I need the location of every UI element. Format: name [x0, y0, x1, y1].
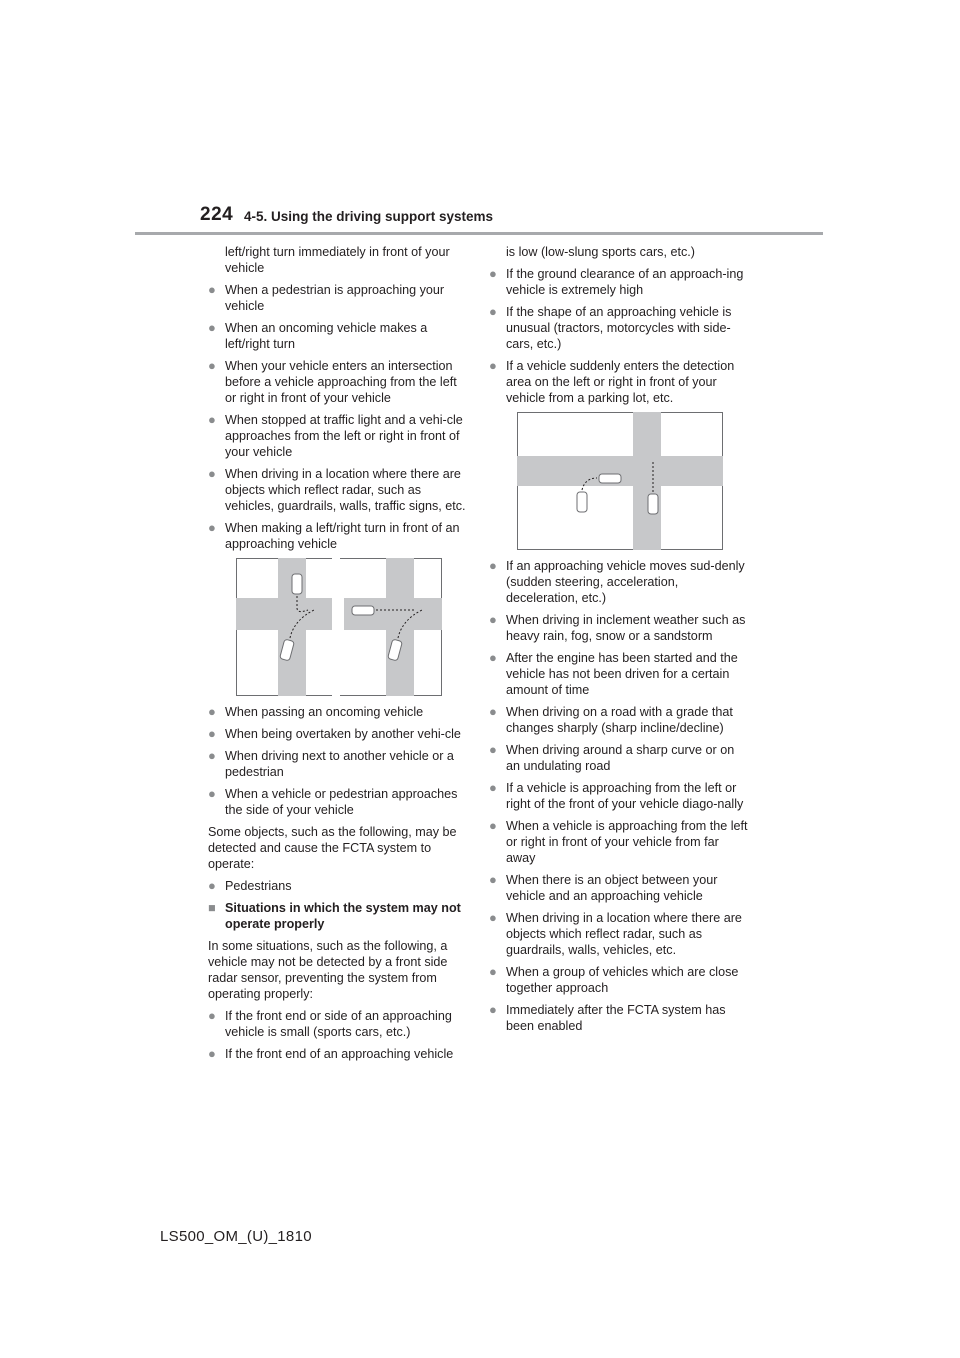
list-item: ● When a vehicle or pedestrian approaches the side of your vehicle — [208, 786, 458, 817]
list-item: ● If the ground clearance of an approach-ing vehicle is extremely high — [489, 266, 744, 297]
bullet-icon: ● — [208, 1046, 216, 1061]
list-item: ● If the front end of an approaching vehicle — [208, 1046, 454, 1061]
body-paragraph: In some situations, such as the following, a vehicle may not be detected by a front side radar sensor, preventing the system from operating properly: — [208, 939, 448, 1001]
bullet-icon: ● — [208, 320, 216, 335]
list-item: ● If the front end or side of an approaching vehicle is small (sports cars, etc.) — [208, 1008, 452, 1039]
list-item: ● When driving around a sharp curve or on an undulating road — [489, 742, 735, 773]
car-icon — [352, 606, 374, 615]
left-column — [208, 244, 470, 1068]
bullet-icon: ● — [489, 780, 497, 795]
list-item: ● When a pedestrian is approaching your vehicle — [208, 282, 445, 313]
bullet-icon: ● — [208, 726, 216, 741]
bullet-icon: ● — [208, 704, 216, 719]
bullet-icon: ● — [489, 358, 497, 373]
bullet-icon: ● — [489, 558, 497, 573]
car-icon — [648, 494, 658, 514]
left-turn-illustration — [236, 558, 470, 696]
section-title: 4-5. Using the driving support systems — [244, 209, 494, 224]
bullet-icon: ● — [489, 872, 497, 887]
bullet-icon: ● — [208, 748, 216, 763]
body-paragraph: Some objects, such as the following, may be detected and cause the FCTA system to operate: — [208, 825, 457, 871]
bullet-icon: ● — [208, 412, 216, 427]
list-item: ● When driving in a location where there are objects which reflect radar, such as guardrails, walls, vehicles, etc. — [489, 910, 742, 957]
bullet-icon: ● — [489, 266, 497, 281]
list-item: ● When driving next to another vehicle or a pedestrian — [208, 748, 454, 779]
list-item: ● When passing an oncoming vehicle — [208, 704, 424, 719]
bullet-icon: ● — [489, 910, 497, 925]
bullet-icon: ● — [489, 742, 497, 757]
bullet-icon: ● — [489, 650, 497, 665]
bullet-icon: ● — [489, 818, 497, 833]
bullet-icon: ● — [489, 704, 497, 719]
parking-lot-illustration — [517, 412, 751, 550]
continuation-text: left/right turn immediately in front of your vehicle — [225, 245, 450, 275]
list-item: ● Immediately after the FCTA system has been enabled — [489, 1002, 726, 1033]
list-item: ● When a group of vehicles which are close together approach — [489, 964, 739, 995]
list-item: ● If the shape of an approaching vehicle is unusual (tractors, motorcycles with side-cars, etc.) — [489, 304, 732, 351]
subheading: ■ Situations in which the system may not operate properly — [208, 901, 461, 931]
bullet-icon: ● — [208, 786, 216, 801]
list-item: ● When your vehicle enters an intersection before a vehicle approaching from the left or right in front of your vehicle — [208, 358, 457, 405]
bullet-icon: ● — [489, 964, 497, 979]
bullet-icon: ● — [208, 878, 216, 893]
list-item: ● When driving on a road with a grade that changes sharply (sharp incline/decline) — [489, 704, 733, 735]
list-item: ● If a vehicle suddenly enters the detection area on the left or right in front of your vehicle from a parking lot, etc. — [489, 358, 735, 405]
bullet-icon: ● — [208, 358, 216, 373]
bullet-icon: ● — [489, 1002, 497, 1017]
car-icon — [292, 574, 302, 594]
bullet-icon: ● — [489, 304, 497, 319]
page-number: 224 — [200, 204, 234, 225]
bullet-icon: ● — [208, 520, 216, 535]
list-item: ● When driving in a location where there are objects which reflect radar, such as vehicles, guardrails, walls, traffic signs, etc. — [208, 466, 466, 513]
list-item: ● If a vehicle is approaching from the left or right of the front of your vehicle diago-nally — [489, 780, 744, 811]
car-icon — [599, 474, 621, 483]
list-item: ● When being overtaken by another vehi-cle — [208, 726, 461, 741]
list-item: ● When driving in inclement weather such as heavy rain, fog, snow or a sandstorm — [489, 612, 746, 643]
list-item: ● After the engine has been started and the vehicle has not been driven for a certain amount of time — [489, 650, 738, 697]
bullet-icon: ● — [489, 612, 497, 627]
header-rule — [135, 232, 823, 235]
bullet-icon: ● — [208, 466, 216, 481]
list-item: ● When a vehicle is approaching from the left or right in front of your vehicle from far away — [489, 818, 748, 865]
bullet-icon: ● — [208, 1008, 216, 1023]
right-column — [489, 244, 751, 1040]
list-item: ● Pedestrians — [208, 878, 292, 893]
list-item: ● If an approaching vehicle moves sud-denly (sudden steering, acceleration, deceleration, etc.) — [489, 558, 745, 605]
list-item: ● When an oncoming vehicle makes a left/right turn — [208, 320, 428, 351]
list-item: ● When making a left/right turn in front of an approaching vehicle — [208, 520, 460, 551]
list-item: ● When stopped at traffic light and a vehi-cle approaches from the left or right in front of your vehicle — [208, 412, 463, 459]
continuation-text: is low (low-slung sports cars, etc.) — [506, 245, 695, 259]
footer-code: LS500_OM_(U)_1810 — [160, 1228, 312, 1245]
square-bullet-icon: ■ — [208, 901, 216, 915]
bullet-icon: ● — [208, 282, 216, 297]
car-icon — [577, 492, 587, 512]
list-item: ● When there is an object between your vehicle and an approaching vehicle — [489, 872, 718, 903]
page-header — [200, 204, 760, 234]
